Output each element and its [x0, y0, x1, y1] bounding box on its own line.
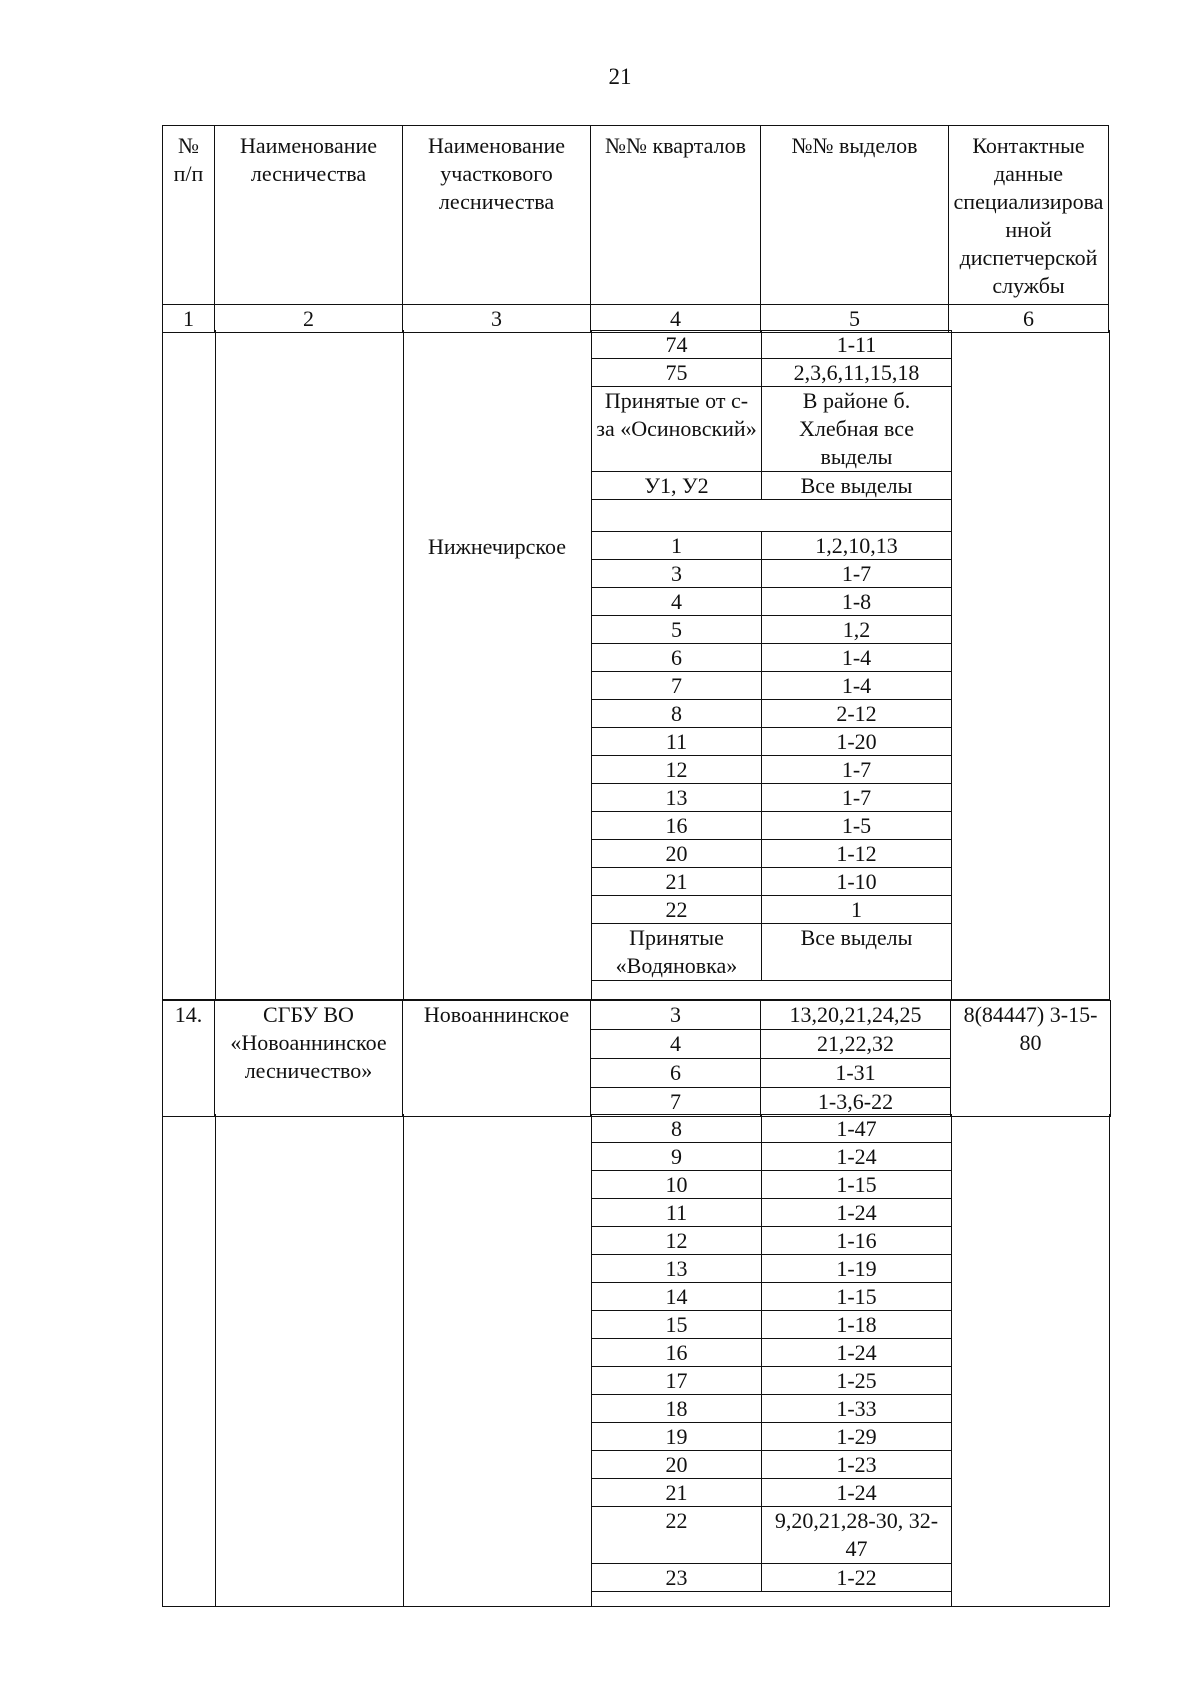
table-row: [592, 896, 952, 924]
plots-cell: 1-4: [762, 672, 952, 700]
plots-cell: 1-15: [762, 1171, 952, 1199]
table-section-continuation-14: [162, 1114, 1110, 1607]
quarter-cell: 21: [592, 868, 762, 896]
table-row: [592, 387, 952, 472]
plots-cell: 1-4: [762, 644, 952, 672]
table-row: [592, 331, 952, 359]
quarter-cell: 16: [592, 1339, 762, 1367]
table-row: [592, 700, 952, 728]
plots-cell: 1-7: [762, 560, 952, 588]
quarter-cell: 13: [592, 784, 762, 812]
plots-cell: 1-24: [762, 1199, 952, 1227]
plots-cell: 1-24: [762, 1479, 952, 1507]
table-row: [592, 1395, 952, 1423]
table-row: [592, 1255, 952, 1283]
table-row: [592, 359, 952, 387]
plots-cell: 1-7: [762, 756, 952, 784]
table-row: [592, 472, 952, 500]
table-row: [592, 1199, 952, 1227]
header-col-plots: №№ выделов: [761, 126, 949, 305]
table-row: [592, 616, 952, 644]
quarter-cell: Принятые от с-за «Осиновский»: [592, 387, 762, 472]
quarter-cell: 22: [592, 1507, 762, 1564]
quarter-cell: 6: [592, 644, 762, 672]
quarter-cell: 6: [591, 1059, 761, 1088]
contact-phone: 8(84447) 3-15-80: [951, 1001, 1111, 1117]
quarter-cell: 75: [592, 359, 762, 387]
quarter-cell: 3: [592, 560, 762, 588]
district-name: Нижнечирское: [427, 534, 567, 559]
table-header: [162, 125, 1109, 333]
table-row: [592, 1367, 952, 1395]
table-section-continuation: [162, 330, 1110, 1000]
plots-cell: 1-16: [762, 1227, 952, 1255]
quarter-cell: 23: [592, 1564, 762, 1592]
table-row: [592, 1115, 952, 1143]
plots-cell: 1-8: [762, 588, 952, 616]
quarter-cell: 7: [592, 672, 762, 700]
quarter-cell: 11: [592, 728, 762, 756]
table-row: [592, 644, 952, 672]
table-row: [592, 532, 952, 560]
plots-cell: 1-3,6-22: [761, 1088, 951, 1117]
table-row: [592, 1451, 952, 1479]
table-row: [592, 1564, 952, 1592]
plots-cell: 2-12: [762, 700, 952, 728]
district-name: Новоаннинское: [403, 1001, 591, 1117]
table-row: [592, 840, 952, 868]
quarter-cell: 22: [592, 896, 762, 924]
plots-cell: 1-47: [762, 1115, 952, 1143]
plots-cell: 1-11: [762, 331, 952, 359]
quarter-cell: 11: [592, 1199, 762, 1227]
table-row: [592, 588, 952, 616]
column-number: 6: [949, 305, 1109, 333]
quarters-table-b: [591, 531, 952, 981]
quarter-cell: 12: [592, 756, 762, 784]
table-row: [592, 1507, 952, 1564]
header-col-district: Наименование участкового лесничества: [403, 126, 591, 305]
column-number: 2: [215, 305, 403, 333]
row-number: 14.: [163, 1001, 215, 1117]
plots-cell: 1-12: [762, 840, 952, 868]
table-row: [592, 1479, 952, 1507]
quarter-cell: 4: [592, 588, 762, 616]
quarters-table-c: [591, 1114, 952, 1592]
table-row: [592, 1423, 952, 1451]
plots-cell: 2,3,6,11,15,18: [762, 359, 952, 387]
plots-cell: 1,2: [762, 616, 952, 644]
plots-cell: 1-7: [762, 784, 952, 812]
page-number: 21: [608, 64, 632, 89]
quarter-cell: 1: [592, 532, 762, 560]
table-row: [592, 756, 952, 784]
plots-cell: 1-19: [762, 1255, 952, 1283]
plots-cell: 1-31: [761, 1059, 951, 1088]
quarter-cell: 4: [591, 1030, 761, 1059]
plots-cell: 1-18: [762, 1311, 952, 1339]
quarter-cell: 17: [592, 1367, 762, 1395]
quarter-cell: 74: [592, 331, 762, 359]
quarter-cell: 7: [591, 1088, 761, 1117]
plots-cell: 1-22: [762, 1564, 952, 1592]
table-row: [592, 1283, 952, 1311]
quarter-cell: 8: [592, 700, 762, 728]
header-col-contacts: Контактные данные специализированной диспетчерской службы: [949, 126, 1109, 305]
header-col-forestry: Наименование лесничества: [215, 126, 403, 305]
plots-cell: Все выделы: [762, 472, 952, 500]
quarter-cell: Принятые «Водяновка»: [592, 924, 762, 981]
quarter-cell: 5: [592, 616, 762, 644]
plots-cell: 1-20: [762, 728, 952, 756]
column-number: 1: [163, 305, 215, 333]
quarter-cell: 20: [592, 840, 762, 868]
quarter-cell: 21: [592, 1479, 762, 1507]
quarter-cell: 18: [592, 1395, 762, 1423]
table-row: [592, 1227, 952, 1255]
plots-cell: 1,2,10,13: [762, 532, 952, 560]
table-row: [592, 1171, 952, 1199]
quarter-cell: У1, У2: [592, 472, 762, 500]
quarter-cell: 13: [592, 1255, 762, 1283]
header-col-quarters: №№ кварталов: [591, 126, 761, 305]
column-number: 4: [591, 305, 761, 333]
plots-cell: 1-24: [762, 1339, 952, 1367]
table-row: [163, 1001, 1111, 1030]
plots-cell: 1: [762, 896, 952, 924]
quarter-cell: 3: [591, 1001, 761, 1030]
plots-cell: 1-15: [762, 1283, 952, 1311]
quarter-cell: 19: [592, 1423, 762, 1451]
column-number: 3: [403, 305, 591, 333]
table-row: [592, 672, 952, 700]
quarter-cell: 9: [592, 1143, 762, 1171]
table-row-14: [162, 1000, 1111, 1117]
plots-cell: 1-24: [762, 1143, 952, 1171]
quarter-cell: 20: [592, 1451, 762, 1479]
quarter-cell: 10: [592, 1171, 762, 1199]
quarters-table-a: [591, 330, 952, 500]
forestry-name: СГБУ ВО «Новоаннинское лесничество»: [215, 1001, 403, 1117]
quarter-cell: 16: [592, 812, 762, 840]
column-number: 5: [761, 305, 949, 333]
table-row: [592, 1143, 952, 1171]
quarter-cell: 8: [592, 1115, 762, 1143]
table-row: [592, 1311, 952, 1339]
plots-cell: 9,20,21,28-30, 32-47: [762, 1507, 952, 1564]
quarter-cell: 15: [592, 1311, 762, 1339]
plots-cell: 1-25: [762, 1367, 952, 1395]
plots-cell: 1-29: [762, 1423, 952, 1451]
header-col-number: № п/п: [163, 126, 215, 305]
table-row: [592, 868, 952, 896]
quarter-cell: 12: [592, 1227, 762, 1255]
plots-cell: 13,20,21,24,25: [761, 1001, 951, 1030]
table-row: [592, 924, 952, 981]
plots-cell: 1-23: [762, 1451, 952, 1479]
plots-cell: В районе б. Хлебная все выделы: [762, 387, 952, 472]
plots-cell: 1-10: [762, 868, 952, 896]
plots-cell: 21,22,32: [761, 1030, 951, 1059]
quarter-cell: 14: [592, 1283, 762, 1311]
plots-cell: 1-5: [762, 812, 952, 840]
table-row: [592, 784, 952, 812]
plots-cell: Все выделы: [762, 924, 952, 981]
table-row: [592, 1339, 952, 1367]
table-row: [592, 728, 952, 756]
plots-cell: 1-33: [762, 1395, 952, 1423]
table-row: [592, 812, 952, 840]
table-row: [592, 560, 952, 588]
